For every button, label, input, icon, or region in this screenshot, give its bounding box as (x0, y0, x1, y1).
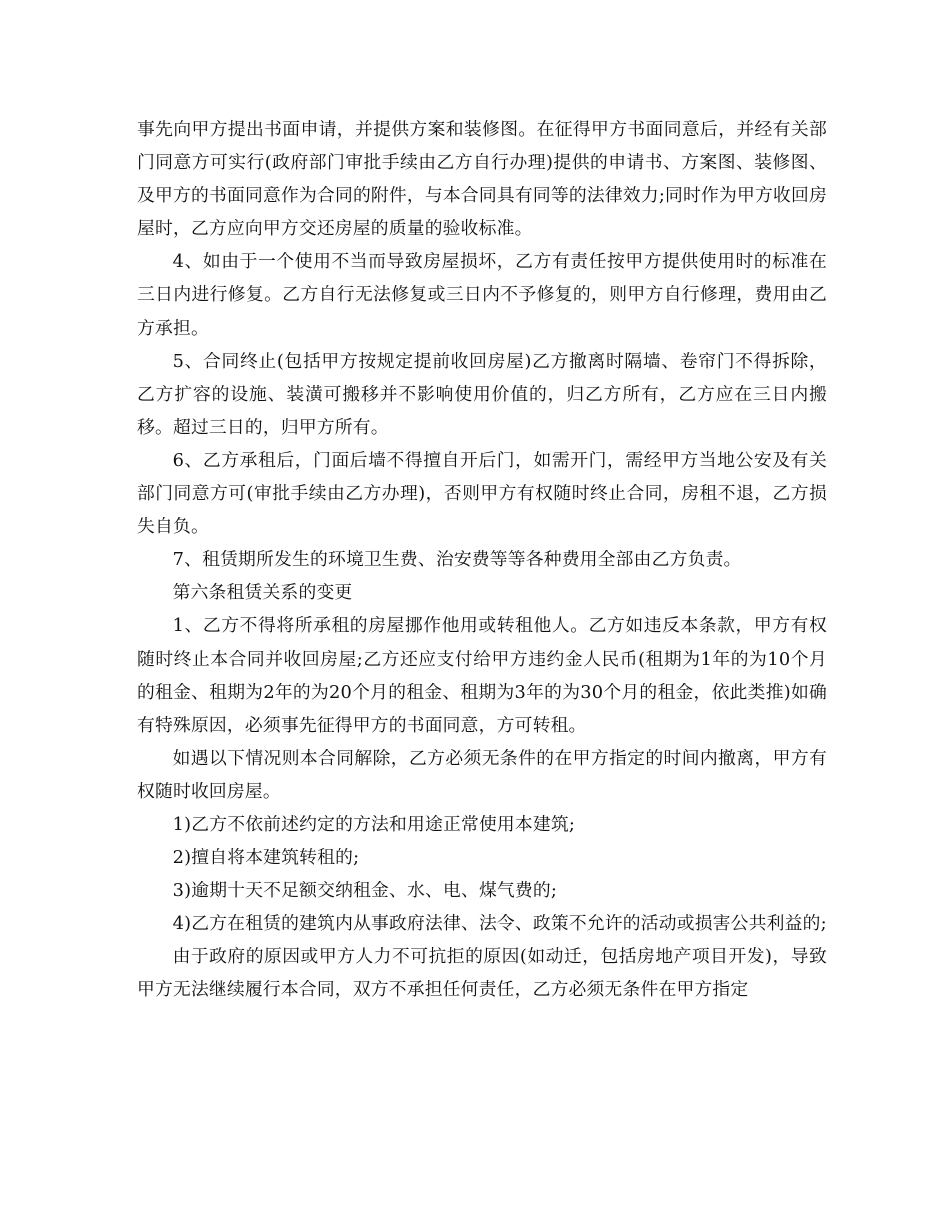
paragraph-clause-7: 7、租赁期所发生的环境卫生费、治安费等等各种费用全部由乙方负责。 (172, 549, 742, 571)
paragraph-clause-4: 4、如由于一个使用不当而导致房屋损坏，乙方有责任按甲方提供使用时的标准在三日内进行修复。乙方自行无法修复或三日内不予修复的，则甲方自行修理，费用由乙方承担。 (137, 251, 827, 339)
list-item-condition-1: 1)乙方不依前述约定的方法和用途正常使用本建筑; (172, 813, 576, 835)
list-item-condition-2: 2)擅自将本建筑转租的; (172, 847, 360, 869)
section-heading-article-6: 第六条租赁关系的变更 (172, 582, 353, 604)
paragraph-force-majeure: 由于政府的原因或甲方人力不可抗拒的原因(如动迁，包括房地产项目开发)，导致甲方无法继续履行本合同，双方不承担任何责任，乙方必须无条件在甲方指定 (137, 946, 827, 1001)
paragraph-termination-conditions: 如遇以下情况则本合同解除，乙方必须无条件的在甲方指定的时间内撤离，甲方有权随时收回房屋。 (137, 747, 827, 802)
paragraph-article-6-clause-1: 1、乙方不得将所承租的房屋挪作他用或转租他人。乙方如违反本条款，甲方有权随时终止本合同并收回房屋;乙方还应支付给甲方违约金人民币(租期为1年的为10个月的租金、租期为2年的为20个月的租金、租期为3年的为30个月的租金，依此类推)如确有特殊原因，必须事先征得甲方的书面同意，方可转租。 (137, 615, 827, 736)
document-body (137, 113, 827, 1007)
paragraph-clause-6: 6、乙方承租后，门面后墙不得擅自开后门，如需开门，需经甲方当地公安及有关部门同意方可(审批手续由乙方办理)，否则甲方有权随时终止合同，房租不退，乙方损失自负。 (137, 449, 827, 538)
paragraph-clause-5: 5、合同终止(包括甲方按规定提前收回房屋)乙方撤离时隔墙、卷帘门不得拆除，乙方扩容的设施、装潢可搬移并不影响使用价值的，归乙方所有，乙方应在三日内搬移。超过三日的，归甲方所有。 (137, 350, 827, 438)
paragraph-continuation: 事先向甲方提出书面申请，并提供方案和装修图。在征得甲方书面同意后，并经有关部门同意方可实行(政府部门审批手续由乙方自行办理)提供的申请书、方案图、装修图、及甲方的书面同意作为合同的附件，与本合同具有同等的法律效力;同时作为甲方收回房屋时，乙方应向甲方交还房屋的质量的验收标准。 (137, 119, 827, 240)
list-item-condition-3: 3)逾期十天不足额交纳租金、水、电、煤气费的; (172, 880, 558, 902)
list-item-condition-4: 4)乙方在租赁的建筑内从事政府法律、法令、政策不允许的活动或损害公共利益的; (172, 913, 827, 935)
